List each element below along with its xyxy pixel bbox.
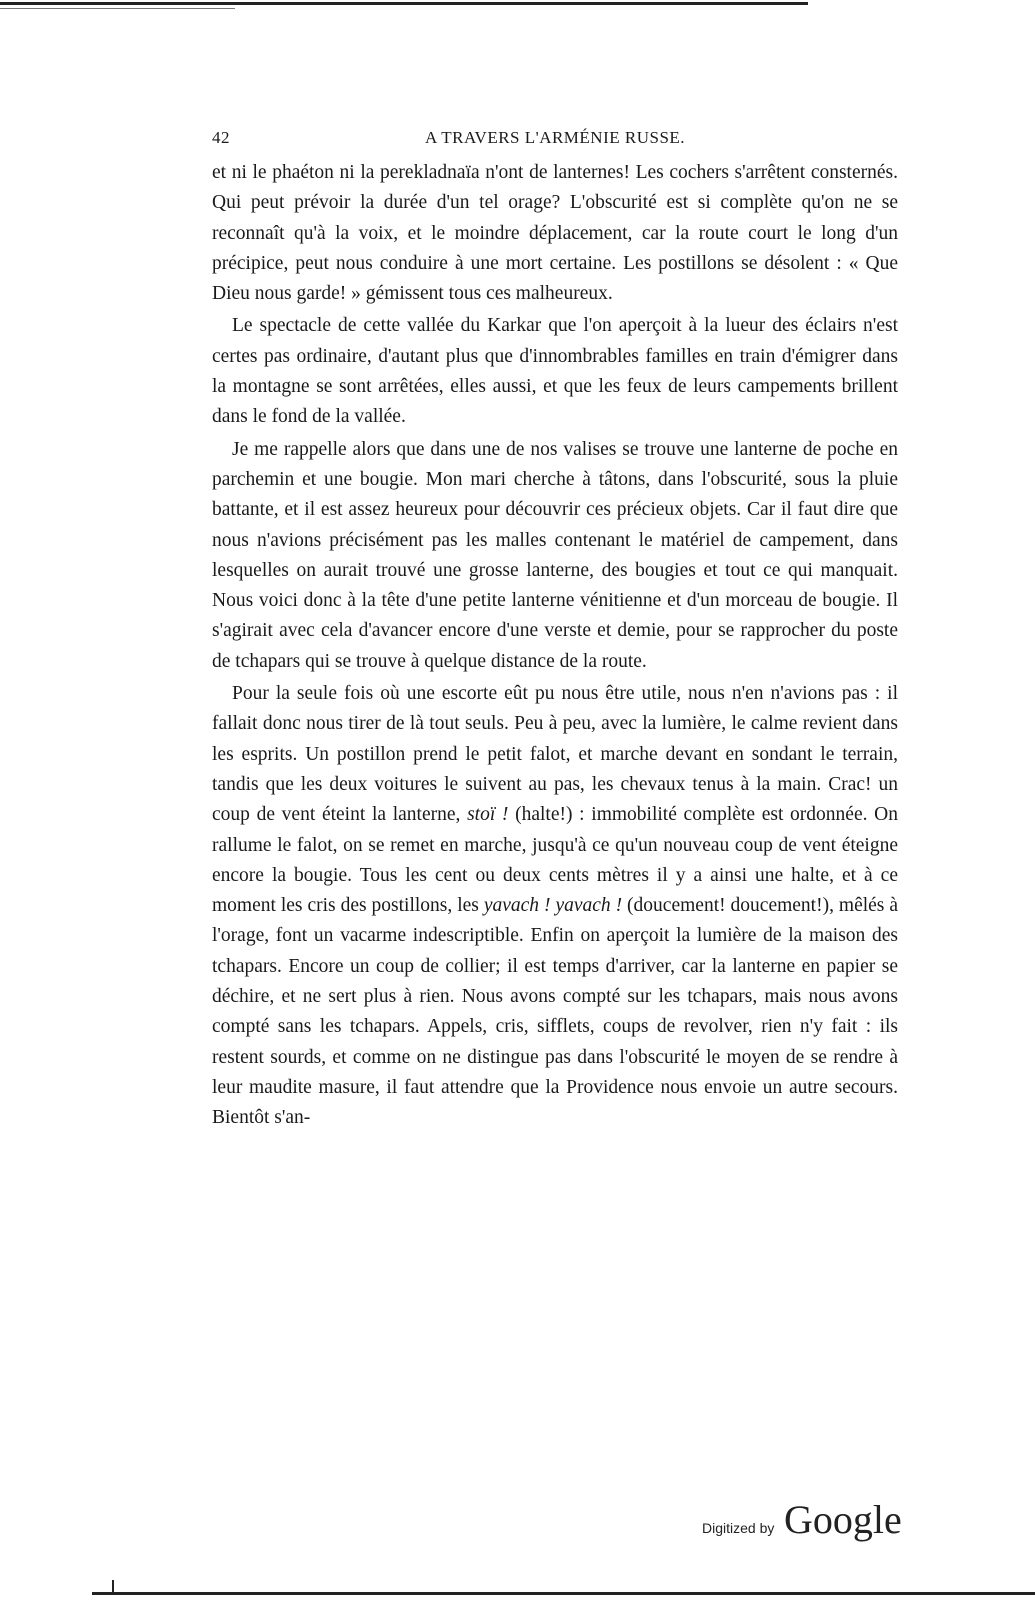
paragraph xyxy=(212,311,898,432)
text-segment: Je me rappelle alors que dans une de nos valises se trouve une lanterne de poche en parchemin et une bougie. Mon mari cherche à tâtons, dans l'obscurité, sous la pluie battante, et il est assez heureux pour découvrir ces précieux objets. Car il faut dire que nous n'avions précisément pas les malles contenant le matériel de campement, dans lesquelles on aurait trouvé une grosse lanterne, des bougies et tout ce qui manquait. Nous voici donc à la tête d'une petite lanterne vénitienne et d'un morceau de bougie. Il s'agirait avec cela d'avancer encore d'une verste et demie, pour se rapprocher du poste de tchapars qui se trouve à quelque distance de la route. xyxy=(212,438,898,672)
body-text xyxy=(212,158,898,1134)
text-segment: (doucement! doucement!), mêlés à l'orage, font un vacarme indescriptible. Enfin on aperçoit la lumière de la maison des tchapars. Encore un coup de collier; il est temps d'arriver, car la lanterne en papier se déchire, et ne sert plus à rien. Nous avons compté sur les tchapars, mais nous avons compté sans les tchapars. Appels, cris, sifflets, coups de revolver, rien n'y fait : ils restent sourds, et comme on ne distingue pas dans l'obscurité le moyen de se rendre à leur maudite masure, il faut attendre que la Providence nous envoie un autre secours. Bientôt s'an- xyxy=(212,895,899,1129)
paragraph xyxy=(212,435,898,677)
top-scan-border-thin xyxy=(0,8,235,9)
digitized-by-google-watermark xyxy=(702,1496,912,1550)
text-segment: et ni le phaéton ni la perekladnaïa n'ont de lanternes! Les cochers s'arrêtent consternés. Qui peut prévoir la durée d'un tel orage? L'obscurité est si complète qu'on ne se reconnaît qu'à la voix, et le moindre déplacement, car la route court le long d'un précipice, peut nous conduire à une mort certaine. Les postillons se désolent : « Que Dieu nous garde! » gémissent tous ces malheureux. xyxy=(212,162,898,305)
paragraph xyxy=(212,158,898,309)
watermark-prefix: Digitized by xyxy=(702,1520,775,1536)
text-segment: (halte!) : immobilité complète est ordonnée. On rallume le falot, on se remet en marche, jusqu'à ce qu'un nouveau coup de vent éteigne encore la bougie. Tous les cent ou deux cents mètres il y a ainsi une halte, et à ce moment les cris des postillons, les xyxy=(212,804,898,917)
bottom-scan-border xyxy=(92,1592,1035,1595)
italic-text-segment: yavach ! yavach ! xyxy=(483,895,623,917)
text-segment: Pour la seule fois où une escorte eût pu nous être utile, nous n'en n'avions pas : il fallait donc nous tirer de là tout seuls. Peu à peu, avec la lumière, le calme revient dans les esprits. Un postillon prend le petit falot, et marche devant en sondant le terrain, tandis que les deux voitures le suivent au pas, les chevaux tenus à la main. Crac! un coup de vent éteint la lanterne, xyxy=(212,683,898,826)
running-title: A TRAVERS L'ARMÉNIE RUSSE. xyxy=(424,128,686,147)
top-scan-border xyxy=(0,2,808,5)
page-number: 42 xyxy=(212,128,230,147)
italic-text-segment: stoï ! xyxy=(467,804,509,826)
text-segment: Le spectacle de cette vallée du Karkar que l'on aperçoit à la lueur des éclairs n'est certes pas ordinaire, d'autant plus que d'innombrables familles en train d'émigrer dans la montagne se sont arrêtées, elles aussi, et que les feux de leurs campements brillent dans le fond de la vallée. xyxy=(212,315,898,428)
paragraph xyxy=(212,679,898,1133)
page-header xyxy=(212,128,898,150)
google-logo: Google xyxy=(784,1497,902,1542)
